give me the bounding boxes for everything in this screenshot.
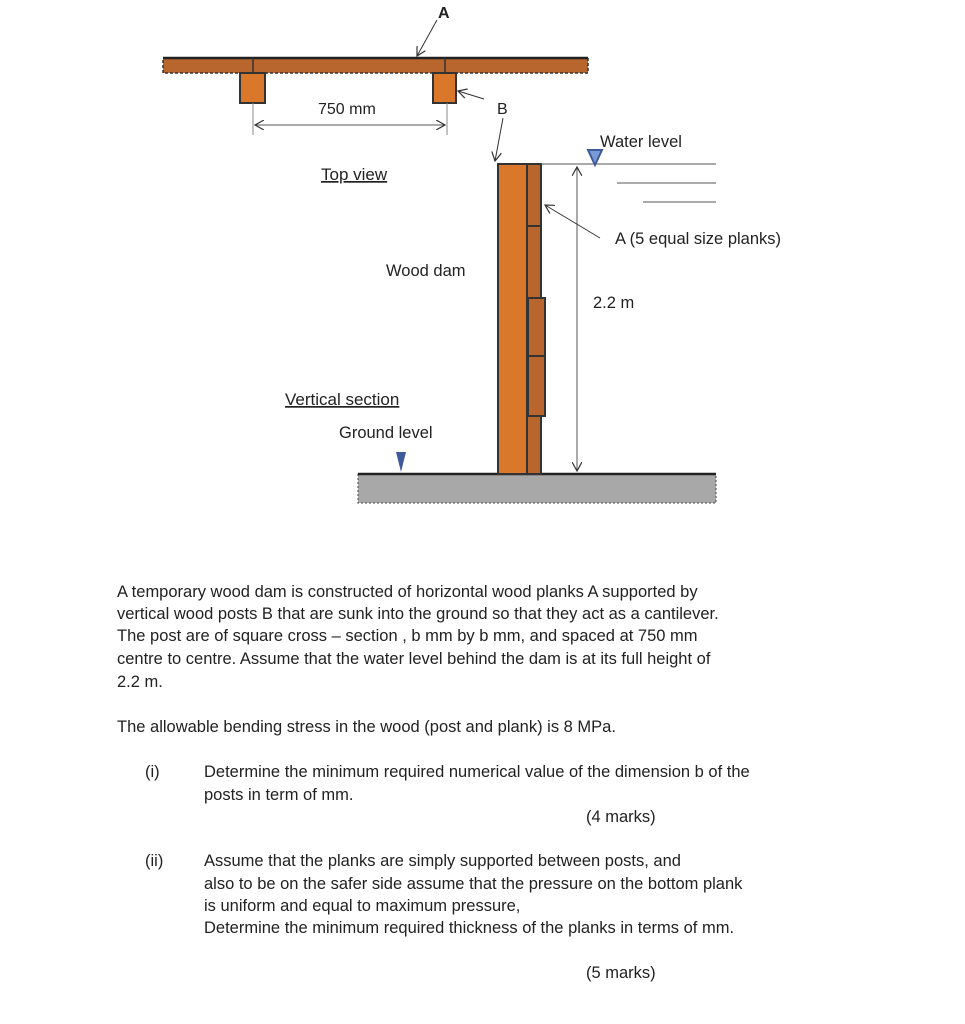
ground-level-label: Ground level [339,424,433,442]
question-line: posts in term of mm. [204,786,354,804]
water-level-marker-icon [588,150,602,165]
question-number: (i) [145,763,160,781]
question-line: Assume that the planks are simply supported between posts, and [204,852,681,870]
ground-level-marker-icon [396,452,406,472]
ground [358,474,716,503]
question-line: also to be on the safer side assume that the pressure on the bottom plank [204,875,743,893]
stress-statement: The allowable bending stress in the wood (post and plank) is 8 MPa. [117,718,616,736]
height-label: 2.2 m [593,294,635,312]
top-view [163,5,588,184]
intro-line: The post are of square cross – section , b mm by b mm, and spaced at 750 mm [117,627,698,645]
planks-label: A (5 equal size planks) [615,230,782,248]
question-line: is uniform and equal to maximum pressure, [204,897,521,915]
question-line: Determine the minimum required numerical value of the dimension b of the [204,763,750,781]
intro-line: A temporary wood dam is constructed of horizontal wood planks A supported by [117,583,698,601]
spacing-label: 750 mm [318,101,376,118]
label-b: B [497,101,508,118]
top-view-label: Top view [321,165,388,184]
post-left [240,73,265,103]
plank-top-view [163,58,588,73]
intro-line: 2.2 m. [117,673,163,691]
post-section [498,164,527,474]
question-number: (ii) [145,852,164,870]
question-line: Determine the minimum required thickness of the planks in terms of mm. [204,919,735,937]
vertical-section-label: Vertical section [285,390,400,409]
intro-line: centre to centre. Assume that the water level behind the dam is at its full height of [117,650,711,668]
intro-line: vertical wood posts B that are sunk into the ground so that they act as a cantilever. [117,605,719,623]
marks: (5 marks) [586,964,656,982]
marks: (4 marks) [586,808,656,826]
label-a-top: A [438,5,450,22]
water-level-label: Water level [600,133,682,151]
post-right [433,73,456,103]
vertical-section [285,133,781,503]
wood-dam-label: Wood dam [386,262,466,280]
